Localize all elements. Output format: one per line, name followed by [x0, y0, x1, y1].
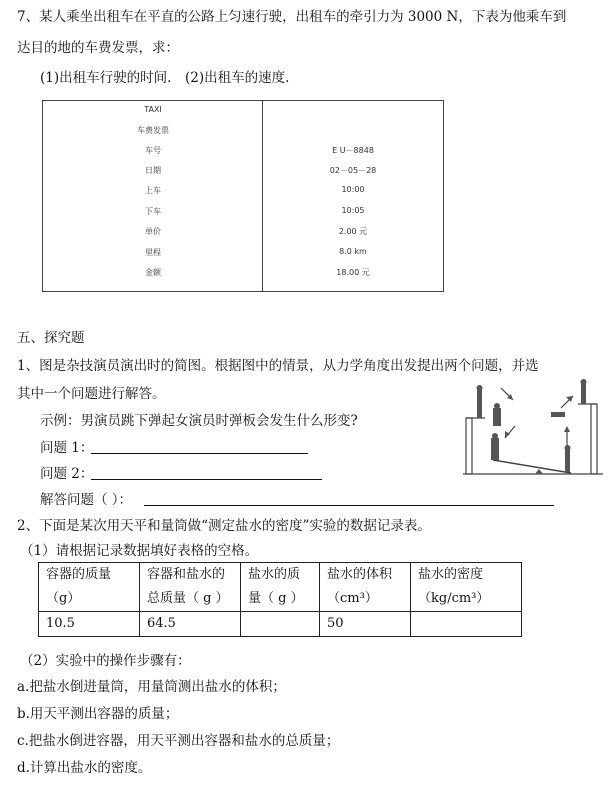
receipt-label: 上车 [145, 186, 161, 195]
header-cell [39, 563, 140, 612]
header-text: 盐水的质 [248, 567, 301, 582]
q7-sub1: (1)出租车行驶的时间. [40, 70, 172, 86]
performer-right-top [581, 384, 586, 404]
receipt-value: 02－05－28 [329, 166, 377, 175]
saltwater-density-cell[interactable] [411, 612, 522, 637]
q7-line1: 7、某人乘坐出租车在平直的公路上匀速行驶，出租车的牵引力为 3000 N，下表为他乘车到 [17, 9, 567, 25]
receipt-value: 10:00 [341, 185, 365, 194]
receipt-label: 单价 [145, 227, 161, 236]
container-mass-cell: 10.5 [39, 612, 140, 637]
q1-line2: 其中一个问题进行解答。 [17, 386, 166, 402]
header-cell [241, 563, 320, 612]
section-heading: 五、探究题 [17, 330, 85, 346]
right-ladder [591, 404, 597, 474]
header-text: 盐水的密度 [418, 567, 484, 582]
taxi-receipt-table [42, 100, 444, 292]
question2-answer-line[interactable] [91, 479, 322, 480]
receipt-value: E U－8848 [332, 146, 374, 155]
receipt-label: 车号 [145, 146, 161, 155]
step-c: c.把盐水倒进容器，用天平测出容器和盐水的总质量； [17, 733, 340, 749]
header-unit: （cm³） [327, 591, 378, 606]
header-text: 容器的质量 [46, 567, 112, 582]
receipt-label: 里程 [145, 248, 161, 257]
q2-part1: （1）请根据记录数据填好表格的空格。 [20, 543, 259, 559]
receipt-label: 金额 [145, 268, 161, 277]
q1-line1: 1、图是杂技演员演出时的简图。根据图中的情景，从力学角度出发提出两个问题，并选 [17, 358, 539, 374]
step-d: d.计算出盐水的密度。 [17, 760, 152, 776]
receipt-label: 日期 [145, 166, 161, 175]
receipt-value: 2.00 元 [338, 227, 368, 236]
header-cell [140, 563, 241, 612]
performer-right-bottom [565, 450, 570, 472]
receipt-value: 8.0 km [339, 247, 367, 256]
receipt-label: 下车 [145, 207, 161, 216]
step-b: b.用天平测出容器的质量； [17, 706, 179, 722]
seesaw-plank [493, 460, 571, 473]
acrobat-seesaw-illustration [463, 378, 603, 478]
performer-flipping [551, 412, 565, 417]
example-text: 示例：男演员跳下弹起女演员时弹板会发生什么形变? [40, 413, 358, 429]
step-a: a.把盐水倒进量筒，用量筒测出盐水的体积； [17, 679, 286, 695]
table-header-row [39, 563, 522, 612]
question1-label: 问题 1： [40, 440, 94, 456]
q2-part2: （2）实验中的操作步骤有： [20, 653, 191, 669]
header-unit: （g） [46, 591, 81, 606]
left-ladder [466, 418, 472, 474]
q7-sub2: (2)出租车的速度. [185, 70, 290, 86]
table-row [39, 612, 522, 637]
density-data-table [38, 562, 522, 637]
header-unit: （kg/cm³） [418, 591, 490, 606]
receipt-value: 18.00 元 [336, 268, 370, 277]
receipt-subtitle: 车费发票 [137, 126, 169, 135]
saltwater-mass-cell[interactable] [241, 612, 320, 637]
header-unit: 量（ g ） [248, 591, 304, 606]
header-cell [320, 563, 411, 612]
header-unit: 总质量（ g ） [147, 591, 229, 606]
seesaw-fulcrum [535, 469, 543, 474]
saltwater-volume-cell: 50 [320, 612, 411, 637]
header-text: 容器和盐水的 [147, 567, 226, 582]
question1-answer-line[interactable] [91, 453, 308, 454]
question2-label: 问题 2： [40, 466, 94, 482]
q2-line1: 2、下面是某次用天平和量筒做“测定盐水的密度”实验的数据记录表。 [17, 518, 431, 534]
performer-left-top [477, 390, 482, 418]
answer-line[interactable] [144, 505, 554, 506]
table-divider [262, 101, 263, 291]
answer-label: 解答问题（ ）： [40, 492, 133, 508]
header-text: 盐水的体积 [327, 567, 393, 582]
q7-line2: 达目的地的车费发票，求： [17, 40, 179, 56]
header-cell [411, 563, 522, 612]
receipt-value: 10:05 [341, 206, 365, 215]
performer-on-seesaw [491, 438, 499, 460]
total-mass-cell: 64.5 [140, 612, 241, 637]
receipt-title: TAXI [144, 105, 162, 114]
performer-jumping [493, 408, 501, 426]
